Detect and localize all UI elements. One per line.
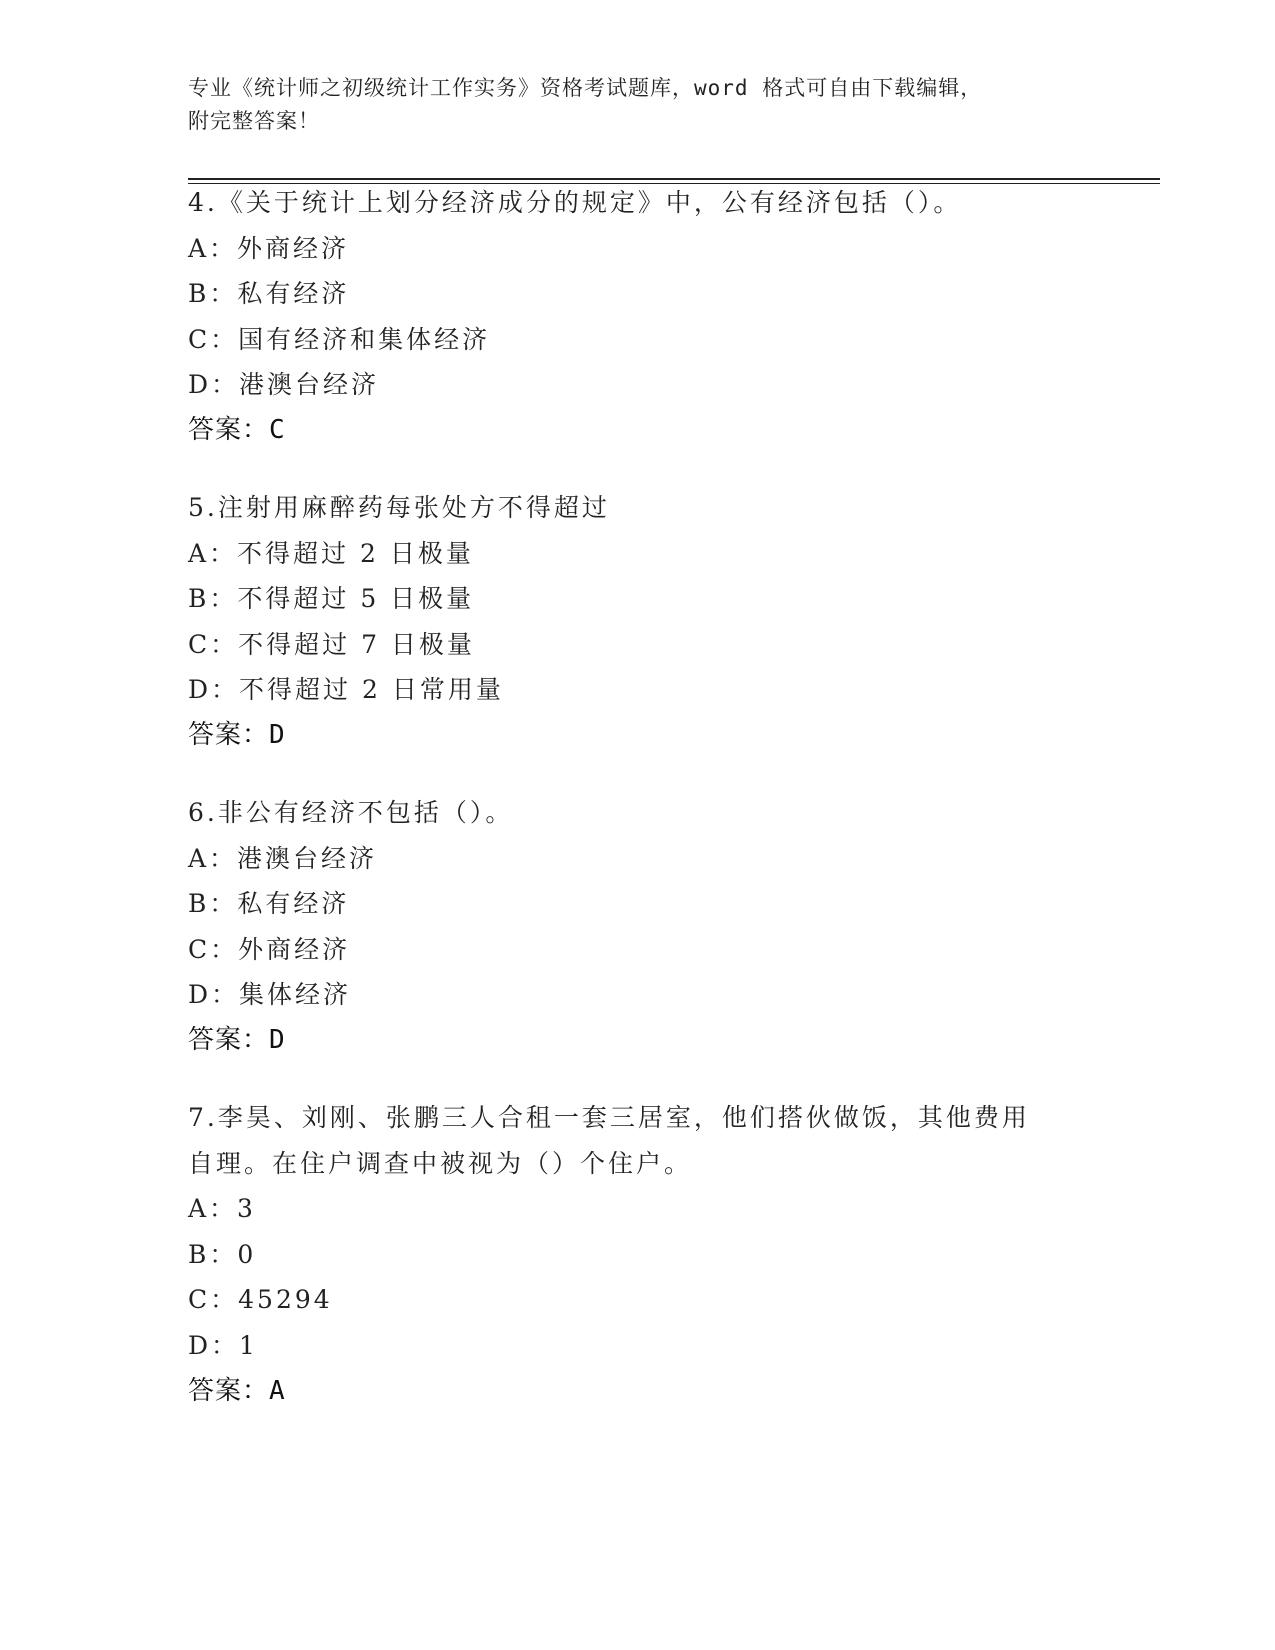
option-d: D：港澳台经济 xyxy=(188,370,380,400)
answer-line xyxy=(188,713,1068,759)
question-text xyxy=(188,180,1068,226)
answer-label: 答案： xyxy=(188,719,270,750)
answer-line xyxy=(188,1369,1068,1415)
answer-value: A xyxy=(269,1375,286,1406)
question-4 xyxy=(188,180,1068,454)
option-a: A：外商经济 xyxy=(188,233,350,263)
question-number: 5. xyxy=(188,493,218,522)
option-b: B：不得超过 5 日极量 xyxy=(188,584,475,614)
answer-line xyxy=(188,408,1068,454)
question-7 xyxy=(188,1095,1068,1414)
question-6 xyxy=(188,790,1068,1064)
question-text xyxy=(188,1095,1068,1141)
question-text xyxy=(188,485,1068,531)
answer-value: C xyxy=(269,414,286,445)
header-line-2: 附完整答案！ xyxy=(188,109,320,133)
question-stem: 非公有经济不包括（）。 xyxy=(217,798,514,827)
question-number: 6. xyxy=(188,798,218,827)
answer-label: 答案： xyxy=(188,1024,270,1055)
option-a: A：港澳台经济 xyxy=(188,843,378,873)
answer-label: 答案： xyxy=(188,1375,270,1406)
option-c: C：45294 xyxy=(188,1285,333,1315)
question-number: 7. xyxy=(188,1103,218,1132)
answer-value: D xyxy=(269,1024,286,1055)
question-stem-line-2: 自理。在住户调查中被视为（）个住户。 xyxy=(188,1148,693,1178)
header-line-1: 专业《统计师之初级统计工作实务》资格考试题库，word 格式可自由下载编辑， xyxy=(188,76,983,100)
option-a: A：3 xyxy=(188,1194,256,1224)
question-5 xyxy=(188,485,1068,759)
option-b: B：私有经济 xyxy=(188,889,350,919)
question-stem: 《关于统计上划分经济成分的规定》中，公有经济包括（）。 xyxy=(217,188,962,217)
answer-value: D xyxy=(269,719,286,750)
question-number: 4. xyxy=(188,188,218,217)
option-b: B：私有经济 xyxy=(188,279,350,309)
option-a: A：不得超过 2 日极量 xyxy=(188,538,474,568)
option-c: C：不得超过 7 日极量 xyxy=(188,629,475,659)
answer-line xyxy=(188,1018,1068,1064)
option-b: B：0 xyxy=(188,1239,257,1269)
option-d: D：1 xyxy=(188,1330,258,1360)
answer-label: 答案： xyxy=(188,414,270,445)
document-header xyxy=(188,72,1068,138)
option-c: C：国有经济和集体经济 xyxy=(188,324,491,354)
question-text xyxy=(188,790,1068,836)
option-d: D：不得超过 2 日常用量 xyxy=(188,675,504,705)
question-stem: 注射用麻醉药每张处方不得超过 xyxy=(217,493,610,522)
question-stem-line-1: 李昊、刘刚、张鹏三人合租一套三居室，他们搭伙做饭，其他费用 xyxy=(217,1103,1030,1132)
option-d: D：集体经济 xyxy=(188,980,352,1010)
option-c: C：外商经济 xyxy=(188,934,351,964)
